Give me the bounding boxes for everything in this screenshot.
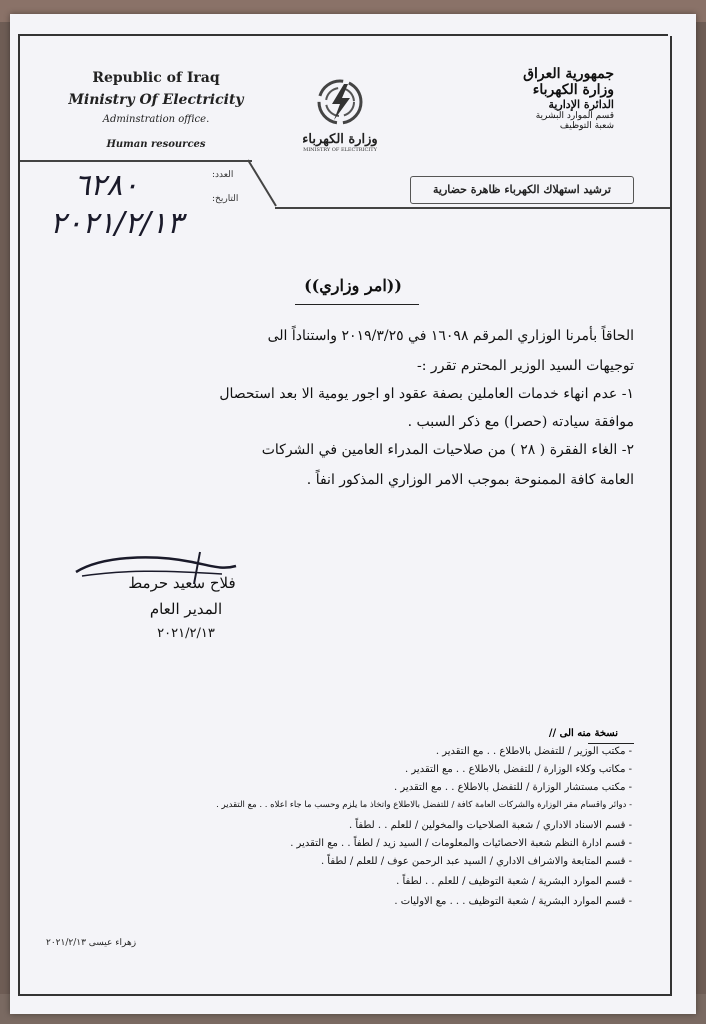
section-ar: قسم الموارد البشرية [535,111,614,121]
signature-date: ٢٠٢١/٢/١٣ [157,626,215,641]
body-intro-line2: توجيهات السيد الوزير المحترم تقرر :- [417,358,634,374]
arabic-letterhead [474,66,614,131]
body-item1-line1: ١- عدم انهاء خدمات العاملين بصفة عقود او اجور يومية الا بعد استحصال [219,386,634,402]
body-item2-line1: ٢- الغاء الفقرة ( ٢٨ ) من صلاحيات المدراء العامين في الشركات [261,442,634,458]
body-item1-line2: موافقة سيادته (حصرا) مع ذكر السبب . [407,414,634,430]
typist-footer: زهراء عيسى ٢٠٢١/٢/١٣ [46,938,137,948]
document-page [10,14,696,1014]
body-intro-line1: الحاقاً بأمرنا الوزاري المرقم ١٦٠٩٨ في ٢٠١٩/٣/٢٥ واستناداً الى [267,328,634,344]
cc-item: - قسم المتابعة والاشراف الاداري / السيد عبد الرحمن عوف / للعلم / لطفاً . [320,856,632,867]
ministry-ar: وزارة الكهرباء [532,82,614,98]
division-ar: شعبة التوظيف [559,121,614,131]
lightning-bolt-icon [312,74,368,130]
ministry-logo [300,74,380,153]
department-en: Human resources [106,139,206,150]
signatory-name: فلاح سعيد حرمط [128,574,236,592]
country-ar: جمهورية العراق [523,66,614,82]
body-item2-line2: العامة كافة الممنوحة بموجب الامر الوزاري المذكور انفاً . [306,472,634,488]
logo-name-ar: وزارة الكهرباء [302,132,378,147]
number-handwritten: ٦٢٨٠ [74,168,139,203]
cc-item: - قسم الموارد البشرية / شعبة التوظيف . . . مع الاوليات . [394,896,632,907]
english-letterhead [46,70,266,150]
cc-item: - مكتب الوزير / للتفضل بالاطلاع . . مع التقدير . [435,746,632,757]
cc-item: - قسم ادارة النظم شعبة الاحصائيات والمعلومات / السيد زيد / لطفاً . . مع التقدير . [290,838,632,849]
office-en: Adminstration office. [102,114,210,125]
cc-item: - قسم الاسناد الاداري / شعبة الصلاحيات والمخولين / للعلم . . لطفاً . [348,820,632,831]
cc-item: - قسم الموارد البشرية / شعبة التوظيف / للعلم . . لطفاً . [396,876,632,887]
cc-item: - مكاتب وكلاء الوزارة / للتفضل بالاطلاع . . مع التقدير . [405,764,632,775]
title-underline [295,304,419,305]
slogan-box: ترشيد استهلاك الكهرباء ظاهرة حضارية [410,176,634,204]
cc-item: - مكتب مستشار الوزارة / للتفضل بالاطلاع . . مع التقدير . [394,782,632,793]
signatory-position: المدير العام [149,600,223,618]
header-divider-right [275,207,670,209]
date-handwritten: ٢٠٢١/٢/١٣ [50,206,184,241]
country-en: Republic of Iraq [92,70,220,86]
logo-name-en: MINISTRY OF ELECTRICITY [303,147,377,153]
directorate-ar: الدائرة الإدارية [548,98,614,111]
number-label: العدد: [212,170,234,180]
header-divider-left [20,160,252,162]
cc-heading: نسخة منه الى // [548,728,618,739]
date-label: التاريخ: [212,194,239,204]
divider-diagonal [246,158,286,210]
ministry-en: Ministry Of Electricity [68,92,244,108]
document-title: ((امر وزاري)) [304,276,402,295]
cc-heading-underline [588,743,634,744]
cc-item: - دوائر واقسام مقر الوزارة والشركات العامة كافة / للتفضل بالاطلاع واتخاذ ما يلزم وحسب ما جاء اعلاه . . مع التقدير . [216,800,632,810]
